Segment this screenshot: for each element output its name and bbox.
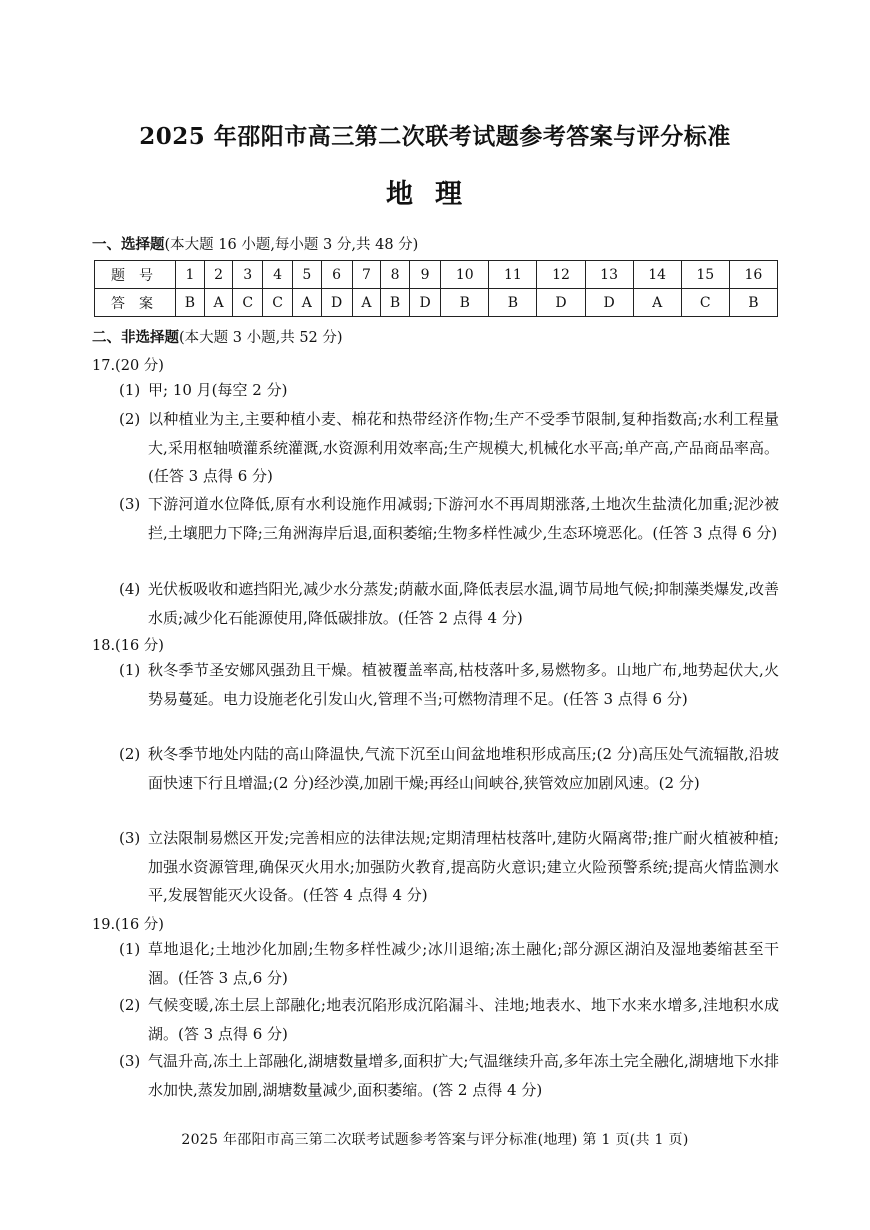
answer-cell: A xyxy=(633,289,681,317)
answer-cell: B xyxy=(489,289,537,317)
question-17-part-2 xyxy=(119,405,779,491)
question-19-part-3 xyxy=(119,1047,779,1104)
answer-cell: D xyxy=(585,289,633,317)
answer-table-number-row xyxy=(95,261,778,289)
question-19-part-1 xyxy=(119,935,779,992)
question-17-part-4 xyxy=(119,575,779,632)
question-17-part-3 xyxy=(119,490,779,547)
part-text: 秋冬季节圣安娜风强劲且干燥。植被覆盖率高,枯枝落叶多,易燃物多。山地广布,地势起伏大,火势易蔓延。电力设施老化引发山火,管理不当;可燃物清理不足。(任答 3 点得 6 分) xyxy=(148,661,779,708)
question-number-cell: 6 xyxy=(321,261,352,289)
question-number-cell: 13 xyxy=(585,261,633,289)
part-text: 下游河道水位降低,原有水利设施作用减弱;下游河水不再周期涨落,土地次生盐渍化加重;泥沙被拦,土壤肥力下降;三角洲海岸后退,面积萎缩;生物多样性减少,生态环境恶化。(任答 3 点得 6 分) xyxy=(148,495,779,542)
question-number-cell: 5 xyxy=(293,261,321,289)
part-number: (1) xyxy=(119,661,141,679)
question-number-cell: 16 xyxy=(729,261,777,289)
question-18-part-1 xyxy=(119,656,779,713)
part-number: (4) xyxy=(119,580,141,598)
answer-row-header: 答案 xyxy=(95,289,176,317)
subject-title: 地理 xyxy=(386,179,484,210)
answer-cell: C xyxy=(681,289,729,317)
question-number-cell: 3 xyxy=(233,261,263,289)
answer-cell: B xyxy=(176,289,205,317)
document-title: 2025 年邵阳市高三第二次联考试题参考答案与评分标准 xyxy=(139,123,731,150)
answer-cell: A xyxy=(204,289,232,317)
part-number: (3) xyxy=(119,495,141,513)
question-number-cell: 2 xyxy=(204,261,232,289)
section-one-note: (本大题 16 小题,每小题 3 分,共 48 分) xyxy=(164,237,419,253)
part-number: (1) xyxy=(119,940,141,958)
section-one-label: 一、选择题 xyxy=(92,236,165,253)
part-text: 草地退化;土地沙化加剧;生物多样性减少;冰川退缩;冻土融化;部分源区湖泊及湿地萎缩甚至干涸。(任答 3 点,6 分) xyxy=(148,940,779,987)
question-number-cell: 1 xyxy=(176,261,205,289)
answer-cell: A xyxy=(293,289,321,317)
part-text: 气温升高,冻土上部融化,湖塘数量增多,面积扩大;气温继续升高,多年冻土完全融化,湖塘地下水排水加快,蒸发加剧,湖塘数量减少,面积萎缩。(答 2 点得 4 分) xyxy=(148,1052,779,1099)
answer-table-answer-row xyxy=(95,289,778,317)
section-one-heading xyxy=(92,233,418,254)
answer-cell: B xyxy=(729,289,777,317)
question-number-cell: 12 xyxy=(537,261,585,289)
question-17-part-1 xyxy=(119,376,779,405)
part-text: 秋冬季节地处内陆的高山降温快,气流下沉至山间盆地堆积形成高压;(2 分)高压处气流辐散,沿坡面快速下行且增温;(2 分)经沙漠,加剧干燥;再经山间峡谷,狭管效应加剧风速。(2 分) xyxy=(148,745,779,792)
question-number-cell: 15 xyxy=(681,261,729,289)
question-number-cell: 4 xyxy=(263,261,293,289)
part-number: (3) xyxy=(119,1052,141,1070)
section-two-label: 二、非选择题 xyxy=(92,329,179,346)
question-number-cell: 11 xyxy=(489,261,537,289)
question-number-cell: 10 xyxy=(441,261,489,289)
answer-cell: D xyxy=(321,289,352,317)
answer-cell: C xyxy=(263,289,293,317)
answer-cell: A xyxy=(352,289,380,317)
page-footer: 2025 年邵阳市高三第二次联考试题参考答案与评分标准(地理) 第 1 页(共 1 页) xyxy=(181,1132,689,1148)
question-number-cell: 8 xyxy=(381,261,410,289)
number-row-header: 题号 xyxy=(95,261,176,289)
part-number: (3) xyxy=(119,829,141,847)
part-number: (1) xyxy=(119,381,141,399)
question-18-part-3 xyxy=(119,824,779,910)
part-number: (2) xyxy=(119,410,141,428)
question-number-cell: 7 xyxy=(352,261,380,289)
question-19-part-2 xyxy=(119,991,779,1048)
part-number: (2) xyxy=(119,745,141,763)
answer-table xyxy=(94,260,778,317)
part-text: 光伏板吸收和遮挡阳光,减少水分蒸发;荫蔽水面,降低表层水温,调节局地气候;抑制藻类爆发,改善水质;减少化石能源使用,降低碳排放。(任答 2 点得 4 分) xyxy=(148,580,779,627)
section-two-heading xyxy=(92,326,343,347)
part-text: 甲; 10 月(每空 2 分) xyxy=(148,381,288,399)
part-number: (2) xyxy=(119,996,141,1014)
question-18-part-2 xyxy=(119,740,779,797)
question-18-heading: 18.(16 分) xyxy=(92,638,164,654)
question-17-heading: 17.(20 分) xyxy=(92,358,164,374)
question-number-cell: 14 xyxy=(633,261,681,289)
section-two-note: (本大题 3 小题,共 52 分) xyxy=(179,330,343,346)
answer-cell: D xyxy=(410,289,441,317)
answer-cell: C xyxy=(233,289,263,317)
part-text: 以种植业为主,主要种植小麦、棉花和热带经济作物;生产不受季节限制,复种指数高;水利工程量大,采用枢轴喷灌系统灌溉,水资源利用效率高;生产规模大,机械化水平高;单产高,产品商品率高。(任答 3 点得 6 分) xyxy=(148,410,779,485)
answer-cell: D xyxy=(537,289,585,317)
answer-cell: B xyxy=(441,289,489,317)
question-19-heading: 19.(16 分) xyxy=(92,917,164,933)
part-text: 立法限制易燃区开发;完善相应的法律法规;定期清理枯枝落叶,建防火隔离带;推广耐火植被种植;加强水资源管理,确保灭火用水;加强防火教育,提高防火意识;建立火险预警系统;提高火情监测水平,发展智能灭火设备。(任答 4 点得 4 分) xyxy=(148,829,779,904)
part-text: 气候变暖,冻土层上部融化;地表沉陷形成沉陷漏斗、洼地;地表水、地下水来水增多,洼地积水成湖。(答 3 点得 6 分) xyxy=(148,996,779,1043)
answer-cell: B xyxy=(381,289,410,317)
question-number-cell: 9 xyxy=(410,261,441,289)
